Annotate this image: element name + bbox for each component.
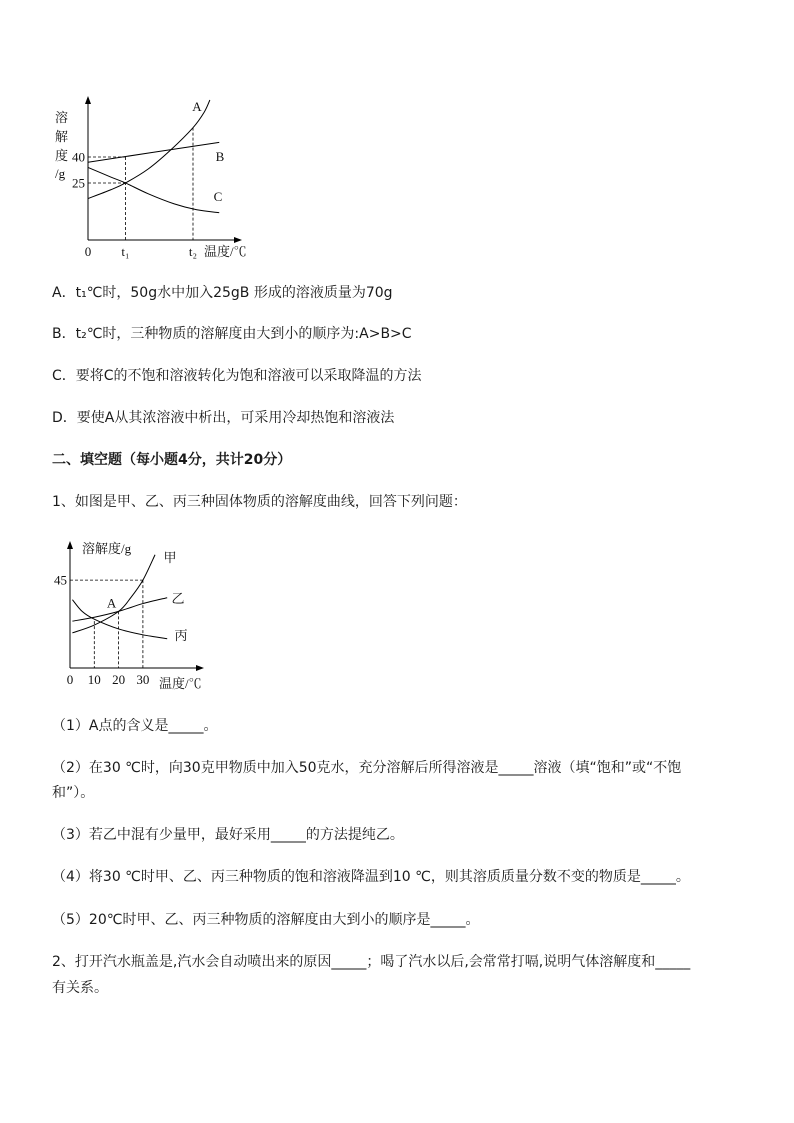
- intersection-point-label: A: [106, 595, 117, 611]
- question-1-intro: 1、如图是甲、乙、丙三种固体物质的溶解度曲线，回答下列问题：: [52, 494, 467, 510]
- question-1-part-4: （4）将30 ℃时甲、乙、丙三种物质的饱和溶液降温到10 ℃，则其溶质质量分数不变的物质是_____。: [52, 869, 690, 885]
- question-1-part-5: （5）20℃时甲、乙、丙三种物质的溶解度由大到小的顺序是_____。: [52, 912, 480, 928]
- question-1-part-2-continued: 和”）。: [52, 785, 95, 801]
- x-tick-label: t₂: [188, 244, 198, 259]
- solubility-chart-jia-yi-bing: [40, 535, 220, 695]
- series-label-3: 丙: [174, 628, 188, 643]
- x-tick-label: t₁: [121, 244, 130, 259]
- y-tick-label: 40: [72, 149, 85, 165]
- y-tick-label: 25: [72, 175, 85, 191]
- solubility-curve-1: [88, 100, 210, 199]
- x-axis-arrow-icon: [234, 237, 242, 243]
- y-axis-label: 度: [55, 148, 69, 163]
- series-label-1: 甲: [163, 550, 177, 565]
- y-tick-label: 45: [54, 572, 67, 588]
- y-axis-arrow-icon: [85, 96, 91, 104]
- x-tick-label: 30: [136, 672, 150, 687]
- x-tick-label: 20: [112, 672, 126, 687]
- y-axis-arrow-icon: [67, 541, 73, 549]
- series-label-3: C: [213, 189, 223, 204]
- question-1-part-1: （1）A点的含义是_____。: [52, 718, 218, 734]
- question-2-line-2: 有关系。: [52, 980, 108, 996]
- y-axis-label: 溶解度/g: [82, 541, 132, 556]
- x-axis-label: 温度/℃: [159, 676, 202, 691]
- y-axis-label: /g: [55, 166, 66, 181]
- solubility-curve-2: [88, 142, 219, 162]
- series-label-1: A: [192, 99, 202, 114]
- option-c: C．要将C的不饱和溶液转化为饱和溶液可以采取降温的方法: [52, 368, 422, 384]
- solubility-curve-2: [72, 598, 167, 621]
- series-label-2: 乙: [171, 591, 185, 606]
- question-1-part-2: （2）在30 ℃时，向30克甲物质中加入50克水，充分溶解后所得溶液是_____溶液（填“饱和”或“不饱: [52, 760, 682, 776]
- solubility-curve-3: [88, 167, 219, 212]
- x-tick-label: 0: [66, 672, 74, 687]
- y-axis-label: 解: [55, 129, 69, 144]
- section-heading: 二、填空题（每小题4分，共计20分）: [52, 452, 292, 468]
- question-1-part-3: （3）若乙中混有少量甲，最好采用_____的方法提纯乙。: [52, 827, 404, 843]
- option-b: B．t₂℃时，三种物质的溶解度由大到小的顺序为:A>B>C: [52, 326, 412, 342]
- option-d: D．要使A从其浓溶液中析出，可采用冷却热饱和溶液法: [52, 410, 395, 426]
- x-tick-label: 0: [84, 244, 92, 259]
- option-a: A．t₁℃时，50g水中加入25gB 形成的溶液质量为70g: [52, 285, 393, 301]
- series-label-2: B: [215, 149, 225, 164]
- y-axis-label: 溶: [55, 110, 69, 125]
- x-tick-label: 10: [87, 672, 101, 687]
- x-axis-label: 温度/℃: [204, 244, 247, 259]
- x-axis-arrow-icon: [196, 665, 204, 671]
- question-2-line-1: 2、打开汽水瓶盖是,汽水会自动喷出来的原因_____；喝了汽水以后,会常常打嗝,说明气体溶解度和_____: [52, 954, 691, 970]
- solubility-chart-abc: [40, 88, 270, 268]
